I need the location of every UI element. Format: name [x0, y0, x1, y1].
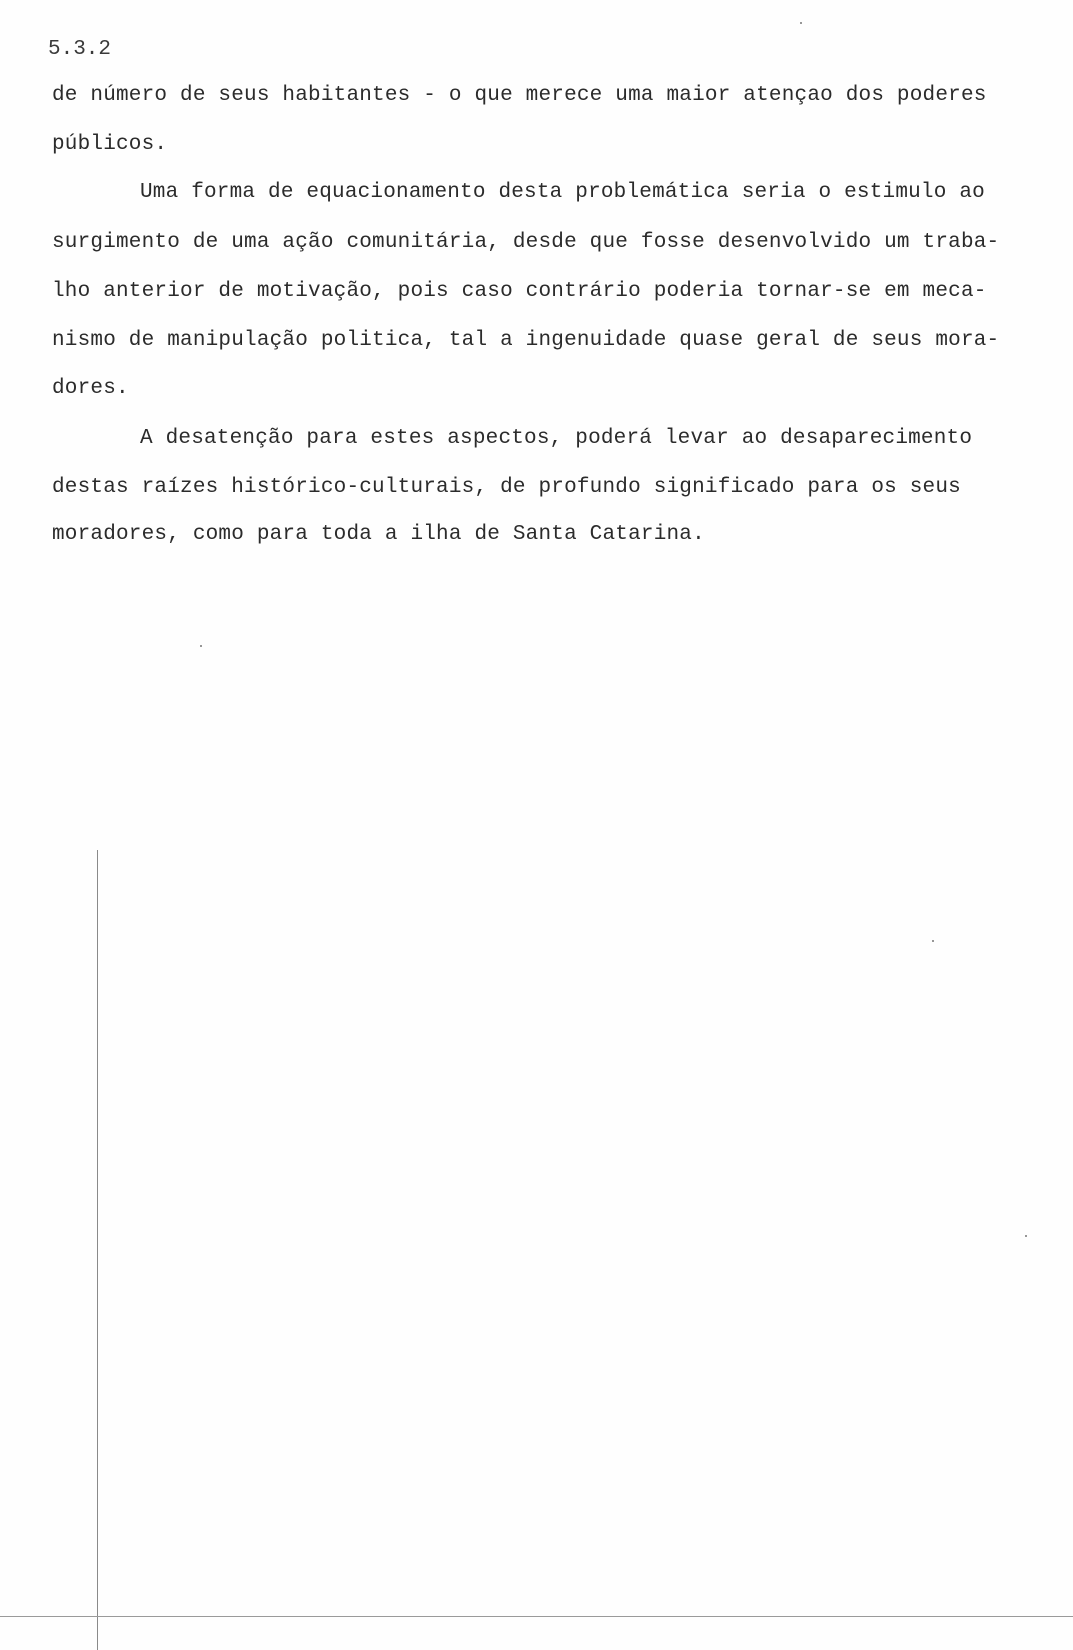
paragraph-2-line-4: nismo de manipulação politica, tal a ingenuidade quase geral de seus mora- [52, 329, 1000, 352]
paragraph-2-line-1: Uma forma de equacionamento desta problemática seria o estimulo ao [140, 181, 985, 204]
paragraph-3-line-1: A desatenção para estes aspectos, poderá levar ao desaparecimento [140, 427, 973, 450]
paragraph-1-line-1: de número de seus habitantes - o que merece uma maior atençao dos poderes [52, 84, 987, 107]
bottom-edge-rule [0, 1616, 1073, 1617]
scan-speck [200, 645, 202, 647]
paragraph-2-line-2: surgimento de uma ação comunitária, desde que fosse desenvolvido um traba- [52, 231, 1000, 254]
paragraph-3-line-2: destas raízes histórico-culturais, de profundo significado para os seus [52, 476, 961, 499]
left-margin-rule [97, 850, 98, 1650]
page-number: 5.3.2 [48, 38, 112, 61]
paragraph-2-line-5: dores. [52, 377, 129, 400]
scan-speck [1025, 1235, 1027, 1237]
scan-speck [800, 22, 802, 24]
paragraph-3-line-3: moradores, como para toda a ilha de Santa Catarina. [52, 523, 705, 546]
paragraph-1-line-2: públicos. [52, 133, 168, 156]
paragraph-2-line-3: lho anterior de motivação, pois caso contrário poderia tornar-se em meca- [52, 280, 987, 303]
scan-speck [932, 940, 934, 942]
